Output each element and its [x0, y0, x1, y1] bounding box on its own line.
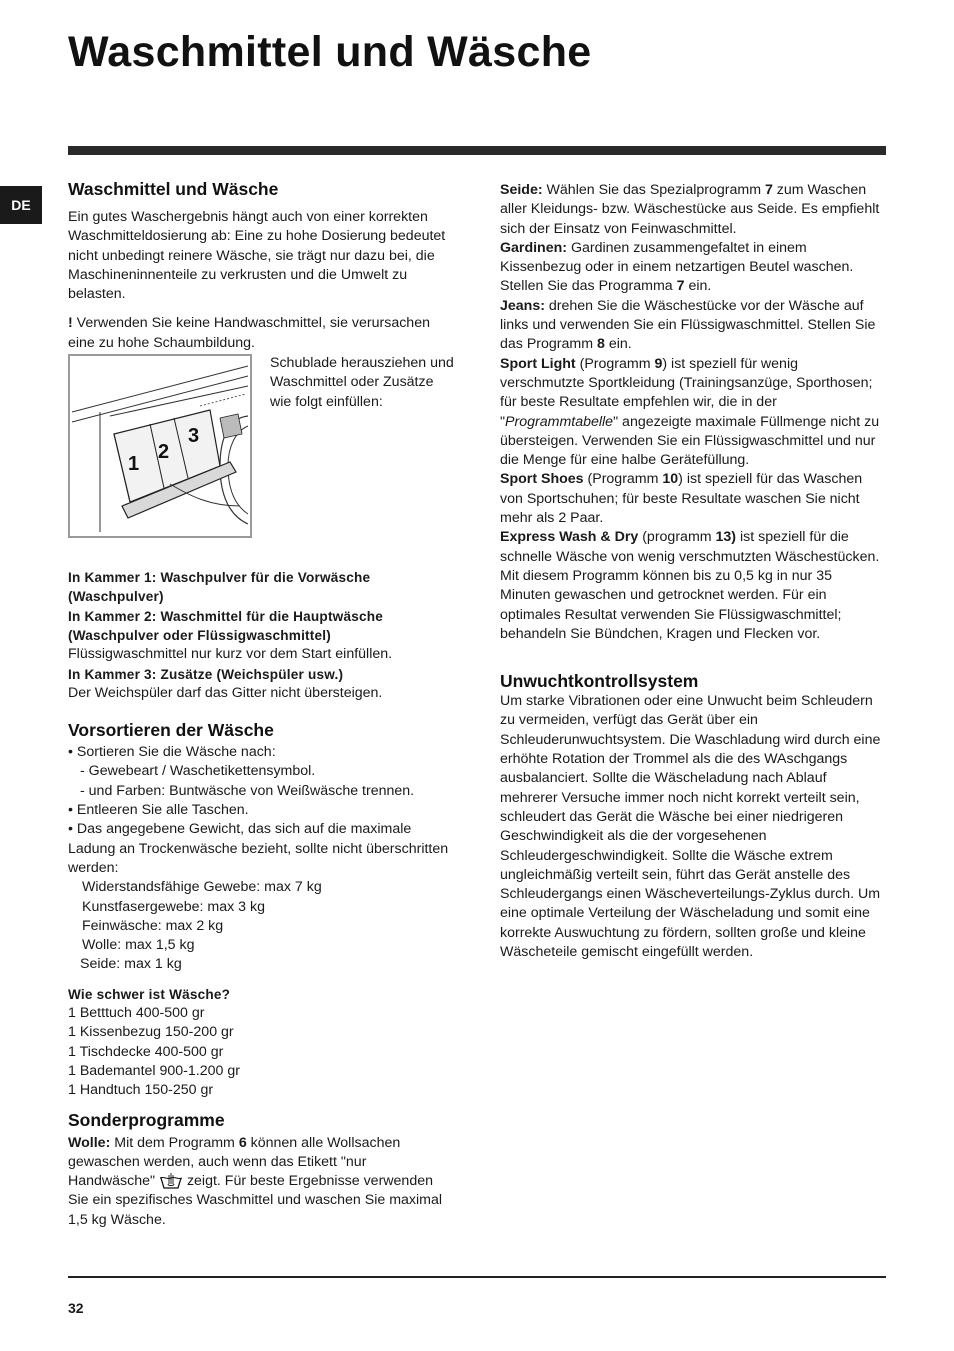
- section-heading-waschmittel: Waschmittel und Wäsche: [68, 179, 279, 199]
- left-column: [68, 178, 454, 1230]
- title-rule: [68, 146, 886, 155]
- list-item: Seide: max 1 kg: [80, 956, 182, 973]
- compartment-label-2: 2: [158, 441, 170, 464]
- list-item: 1 Handtuch 150-250 gr: [68, 1082, 214, 1099]
- list-item: 1 Tischdecke 400-500 gr: [68, 1043, 224, 1060]
- footer-rule: [68, 1276, 886, 1278]
- gardinen-paragraph: Gardinen: Gardinen zusammengefaltet in einem Kissenbezug oder in einem netzartigen Beutel waschen. Stellen Sie das Programma 7 ein.: [500, 239, 854, 295]
- compartment-label-3: 3: [188, 425, 200, 448]
- section-heading-sonderprogramme: Sonderprogramme: [68, 1109, 225, 1130]
- handwash-icon: [159, 1172, 183, 1190]
- unwucht-paragraph: Um starke Vibrationen oder eine Unwucht beim Schleudern zu vermeiden, verfügt das Gerät über ein Schleuderunwuchtsystem. Die Waschladung wird durch eine erhöhte Rotation der Trommel als die des WAschgangs ausbalanciert. Sollte die Wäscheladung nach Ablauf mehrerer Versuche immer noch nicht korrekt verteilt sein, schleudert das Gerät die Wäsche bei einer niedrigeren Geschwindigkeit als die der vorgesehenen Schleudergeschwindigkeit. Sollte die Wäsche extrem ungleichmäßig verteilt sein, führt das Gerät anstelle des Schleudergangs einen Wäscheverteilungs-Zyklus durch. Um eine optimale Verteilung der Wäscheladung und somit eine korrekte Auswuchtung zu fördern, sollten große und kleine Wäscheteile gemischt eingefüllt werden.: [500, 693, 881, 960]
- drawer-figure-block: [68, 354, 454, 550]
- intro-paragraph: Ein gutes Waschergebnis hängt auch von einer korrekten Waschmitteldosierung ab: Eine zu hohe Dosierung bedeutet nicht unbedingt reinere Wäsche, sie trägt nur dazu bei, die Maschineninnenteile zu verkrusten und die Umwelt zu belasten.: [68, 209, 446, 303]
- list-item: 1 Bademantel 900-1.200 gr: [68, 1062, 240, 1079]
- language-tab: DE: [0, 186, 42, 224]
- list-item: Feinwäsche: max 2 kg: [82, 917, 224, 934]
- list-item: 1 Betttuch 400-500 gr: [68, 1005, 205, 1022]
- chamber-2-label: In Kammer 2: Waschmittel für die Hauptwäsche (Waschpulver oder Flüssigwaschmittel): [68, 608, 383, 643]
- list-item: Widerstandsfähige Gewebe: max 7 kg: [82, 879, 322, 896]
- weight-heading: Wie schwer ist Wäsche?: [68, 986, 231, 1002]
- express-wash-paragraph: Express Wash & Dry (programm 13) ist speziell für die schnelle Wäsche von wenig verschmutzten Wäschestücken. Mit diesem Programm können bis zu 0,5 kg in nur 35 Minuten gewaschen und getrocknet werden. Für ein optimales Resultat verwenden Sie Flüssigwaschmittel; behandeln Sie Bündchen, Kragen und Flecken vor.: [500, 529, 880, 642]
- weight-list: [68, 1004, 454, 1100]
- sport-light-paragraph: Sport Light (Programm 9) ist speziell für wenig verschmutzte Sportkleidung (Trainingsanzüge, Sporthosen; für beste Resultate empfehlen wir, die in der "Programmtabelle" angezeigte maximale Füllmenge nicht zu übersteigen. Verwenden Sie ein Flüssigwaschmittel und nur die Menge für eine halbe Gerätefüllung.: [500, 355, 880, 469]
- section-heading-vorsortieren: Vorsortieren der Wäsche: [68, 720, 274, 741]
- list-item: Kunstfasergewebe: max 3 kg: [82, 898, 265, 915]
- compartment-label-1: 1: [128, 453, 140, 476]
- sorting-list: [68, 743, 454, 975]
- right-column: [500, 181, 886, 962]
- page-title: Waschmittel und Wäsche: [68, 28, 592, 76]
- page-number: 32: [68, 1300, 84, 1316]
- jeans-paragraph: Jeans: drehen Sie die Wäschestücke vor der Wäsche auf links und verwenden Sie ein Flüssigwaschmittel. Stellen Sie das Programm 8 ein.: [500, 297, 876, 353]
- drawer-instruction: Schublade herausziehen und Waschmittel oder Zusätze wie folgt einfüllen:: [270, 355, 454, 410]
- seide-paragraph: Seide: Wählen Sie das Spezialprogramm 7 zum Waschen aller Kleidungs- bzw. Wäschestücke aus Seide. Es empfiehlt sich der Einsatz von Feinwaschmittel.: [500, 182, 880, 237]
- detergent-drawer-illustration: [68, 354, 252, 538]
- list-item: • Entleeren Sie alle Taschen.: [68, 802, 249, 819]
- chamber-3-label: In Kammer 3: Zusätze (Weichspüler usw.): [68, 666, 344, 682]
- chamber-1-label: In Kammer 1: Waschpulver für die Vorwäsche (Waschpulver): [68, 570, 371, 605]
- list-item: • Das angegebene Gewicht, das sich auf die maximale Ladung an Trockenwäsche bezieht, sollte nicht überschritten werden:: [68, 821, 449, 876]
- list-item: - Gewebeart / Waschetikettensymbol.: [80, 763, 316, 780]
- warning-icon: !: [68, 315, 73, 332]
- detergent-drawer-icon: [70, 356, 250, 536]
- warning-paragraph: ! Verwenden Sie keine Handwaschmittel, sie verursachen eine zu hohe Schaumbildung.: [68, 315, 430, 351]
- section-heading-unwucht: Unwuchtkontrollsystem: [500, 671, 699, 692]
- sport-shoes-paragraph: Sport Shoes (Programm 10) ist speziell für das Waschen von Sportschuhen; für beste Resultate waschen Sie nicht mehr als 2 Paar.: [500, 471, 863, 527]
- chamber-3-note: Der Weichspüler darf das Gitter nicht übersteigen.: [68, 684, 383, 701]
- wolle-paragraph: Wolle: Mit dem Programm 6 können alle Wollsachen gewaschen werden, auch wenn das Etikett "nur Handwäsche" zeigt. Für beste Ergebnisse verwenden Sie ein spezifisches Waschmittel und waschen Sie maximal 1,5 kg Wäsche.: [68, 1134, 443, 1228]
- list-item: 1 Kissenbezug 150-200 gr: [68, 1024, 234, 1041]
- chamber-2-note: Flüssigwaschmittel nur kurz vor dem Start einfüllen.: [68, 646, 393, 663]
- list-item: Wolle: max 1,5 kg: [82, 937, 195, 954]
- list-item: • Sortieren Sie die Wäsche nach:: [68, 744, 276, 761]
- list-item: - und Farben: Buntwäsche von Weißwäsche trennen.: [80, 782, 415, 799]
